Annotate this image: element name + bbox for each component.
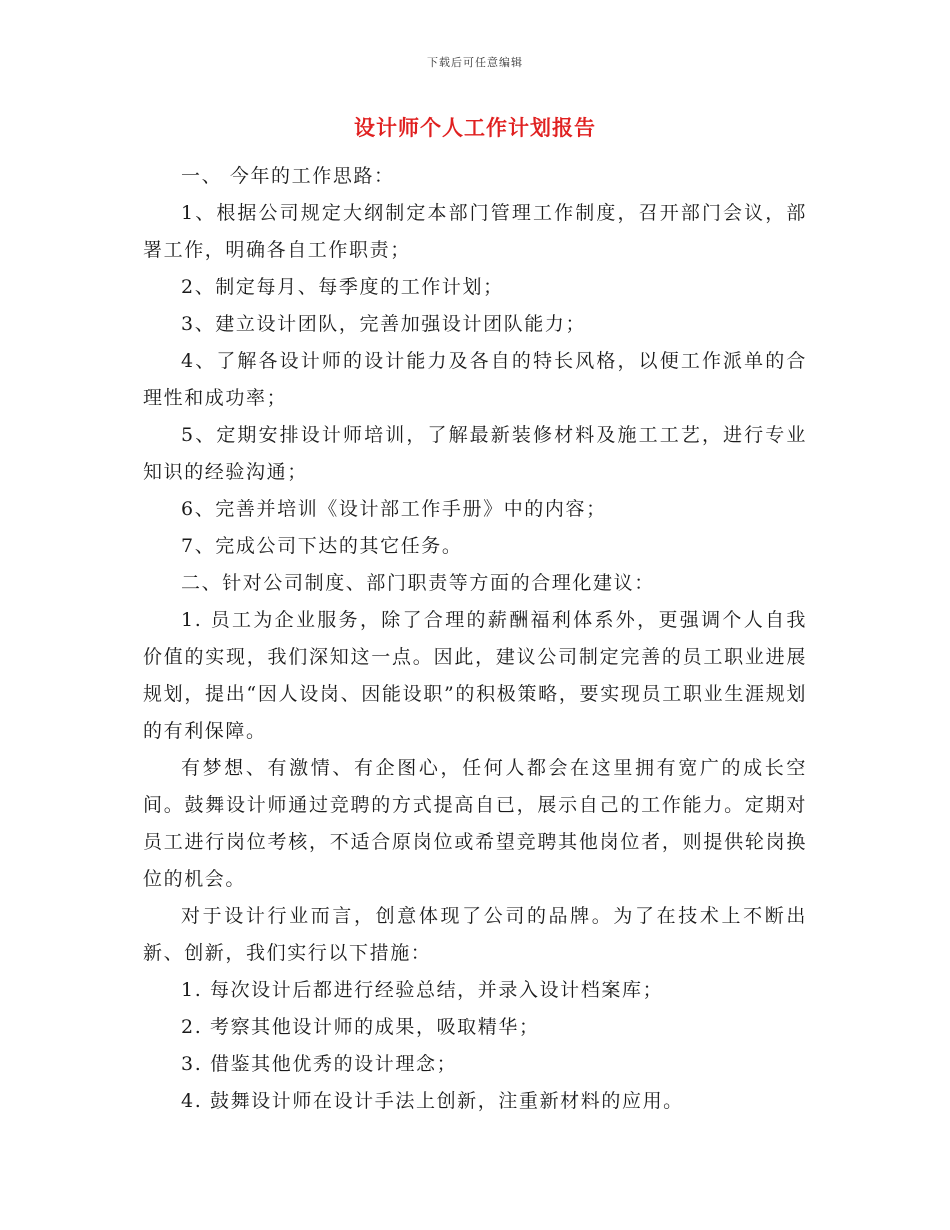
document-body: [143, 158, 807, 1120]
list-item: 4. 鼓舞设计师在设计手法上创新，注重新材料的应用。: [181, 1090, 684, 1112]
list-item: 3、建立设计团队，完善加强设计团队能力；: [181, 313, 587, 335]
list-item: 1. 每次设计后都进行经验总结，并录入设计档案库；: [181, 979, 664, 1001]
list-item: 5、定期安排设计师培训，了解最新装修材料及施工工艺，进行专业知识的经验沟通；: [143, 424, 807, 483]
list-item: 6、完善并培训《设计部工作手册》中的内容；: [181, 498, 607, 520]
list-item: 2. 考察其他设计师的成果，吸取精华；: [181, 1016, 540, 1038]
list-item: 4、了解各设计师的设计能力及各自的特长风格，以便工作派单的合理性和成功率；: [143, 350, 807, 409]
list-item: 7、完成公司下达的其它任务。: [181, 535, 463, 557]
section-heading-1: 一、 今年的工作思路：: [181, 165, 395, 187]
document-title: 设计师个人工作计划报告: [354, 115, 596, 140]
body-paragraph: 有梦想、有激情、有企图心，任何人都会在这里拥有宽广的成长空间。鼓舞设计师通过竞聘的方式提高自已，展示自己的工作能力。定期对员工进行岗位考核，不适合原岗位或希望竞聘其他岗位者，则提供轮岗换位的机会。: [143, 757, 807, 890]
body-paragraph: 对于设计行业而言，创意体现了公司的品牌。为了在技术上不断出新、创新，我们实行以下措施：: [143, 905, 807, 964]
list-item: 2、制定每月、每季度的工作计划；: [181, 276, 504, 298]
body-paragraph: 1. 员工为企业服务，除了合理的薪酬福利体系外，更强调个人自我价值的实现，我们深知这一点。因此，建议公司制定完善的员工职业进展规划，提出“因人设岗、因能设职”的积极策略，要实现员工职业生涯规划的有利保障。: [143, 609, 807, 742]
section-heading-2: 二、针对公司制度、部门职责等方面的合理化建议：: [181, 572, 655, 594]
list-item: 1、根据公司规定大纲制定本部门管理工作制度，召开部门会议，部署工作，明确各自工作职责；: [143, 202, 807, 261]
list-item: 3. 借鉴其他优秀的设计理念；: [181, 1053, 458, 1075]
page-header-note: 下载后可任意编辑: [427, 56, 523, 69]
